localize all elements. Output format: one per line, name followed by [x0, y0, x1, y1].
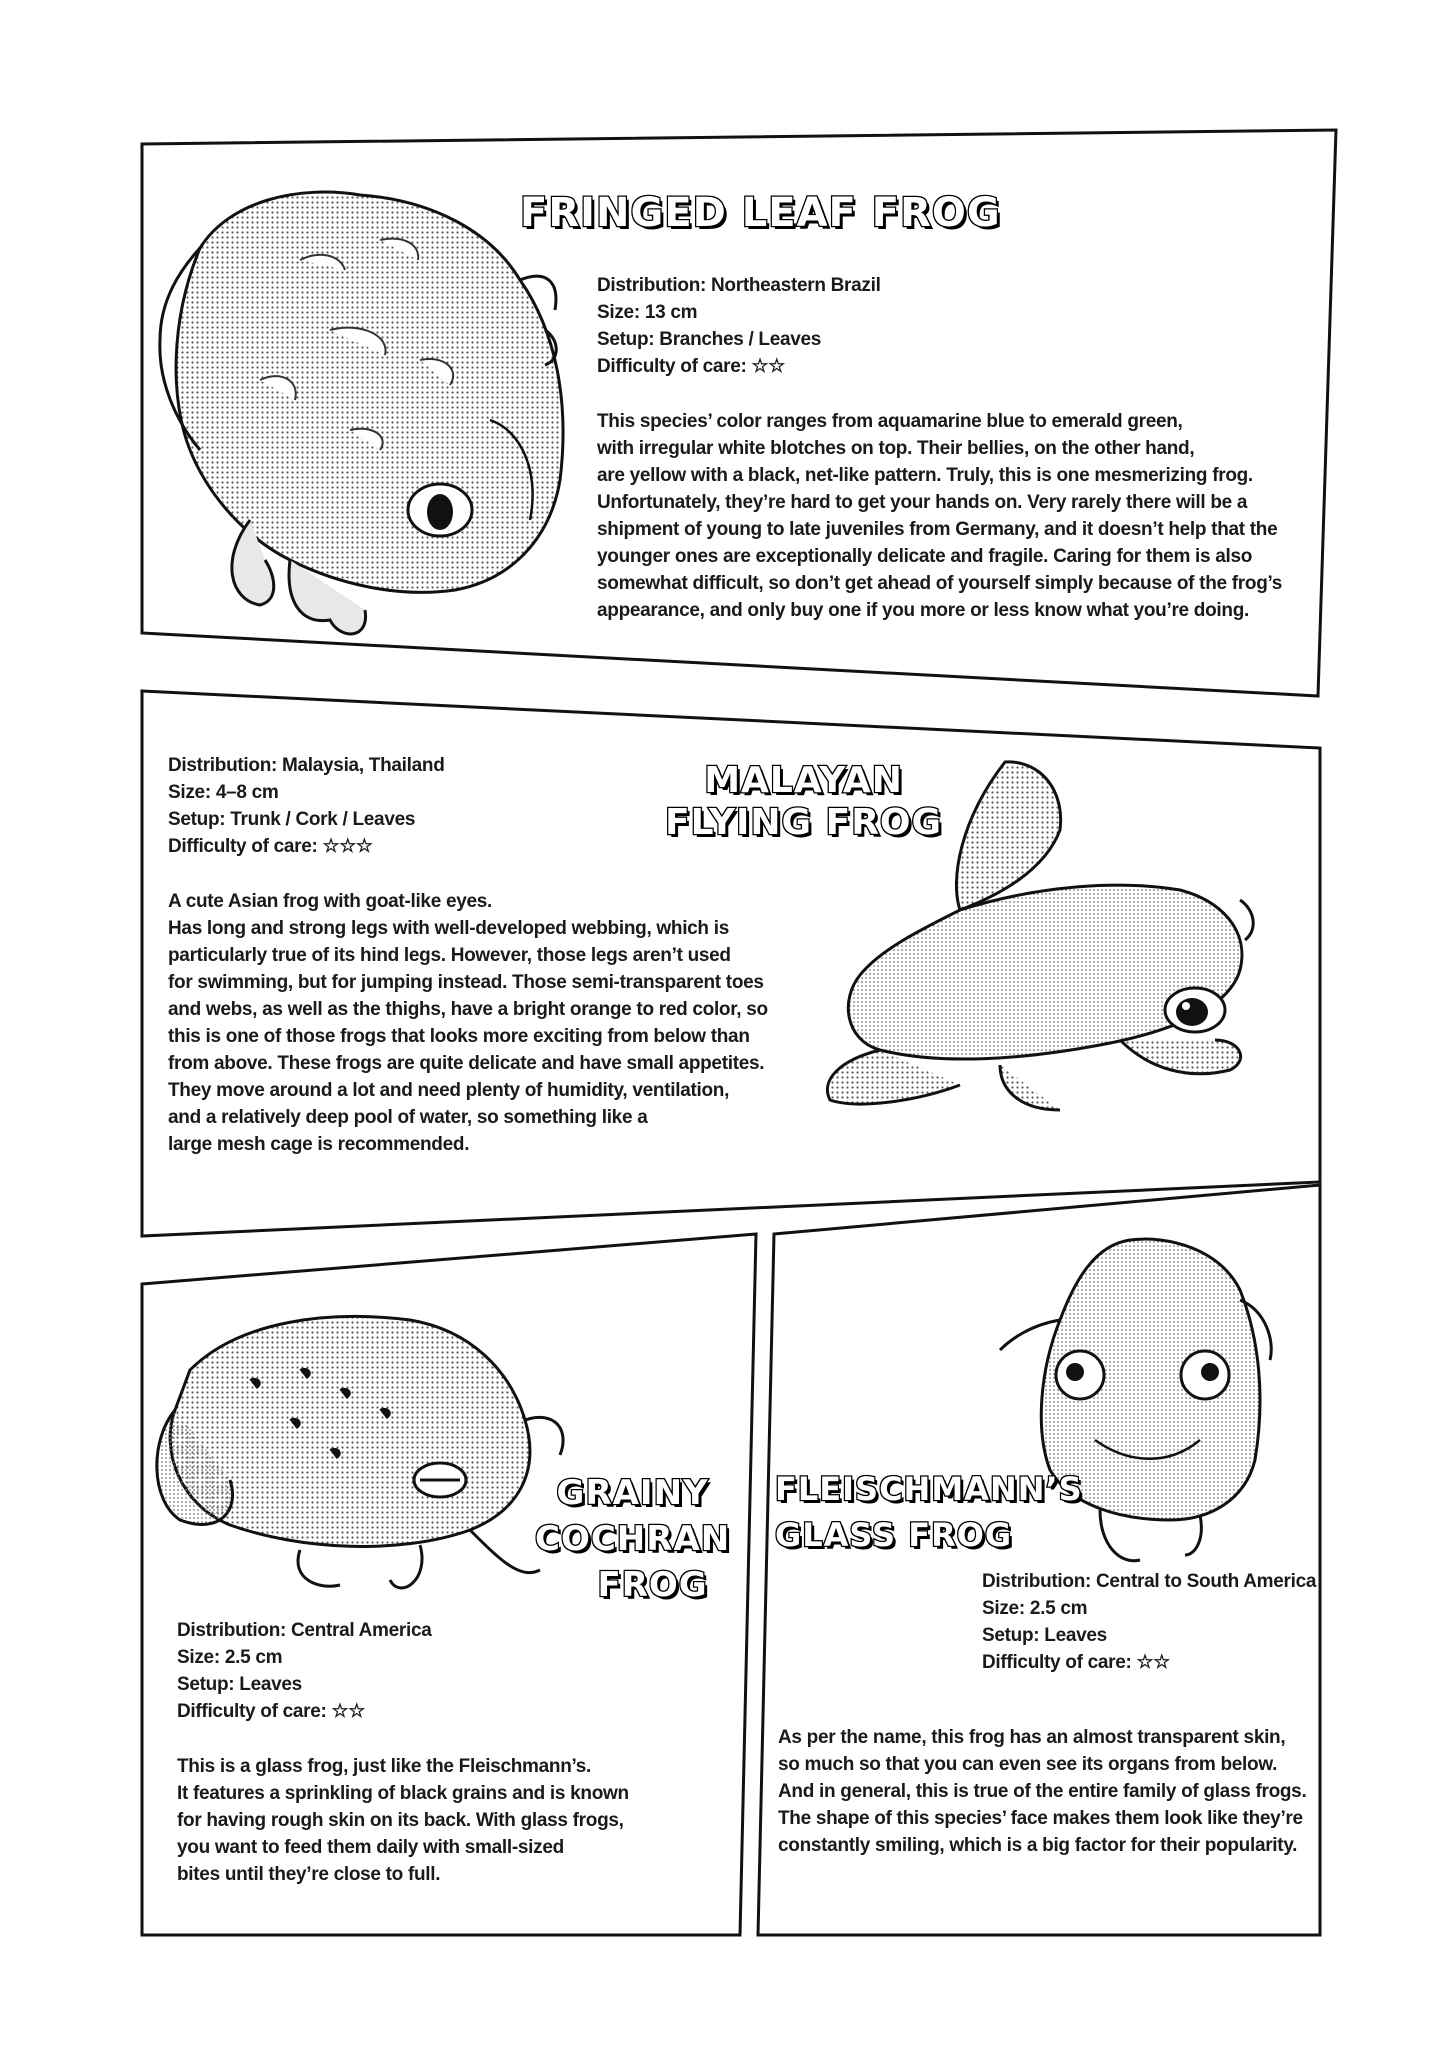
grainy-desc-line: bites until they’re close to full.	[177, 1864, 441, 1885]
malayan-desc-line: from above. These frogs are quite delicate and have small appetites.	[168, 1053, 765, 1074]
fringed-desc-line: are yellow with a black, net-like pattern. Truly, this is one mesmerizing frog.	[597, 465, 1253, 486]
fringed-desc-line: appearance, and only buy one if you more or less know what you’re doing.	[597, 600, 1249, 621]
malayan-desc-line: and a relatively deep pool of water, so something like a	[168, 1107, 648, 1128]
fringed-distribution: Distribution: Northeastern Brazil	[597, 275, 881, 296]
fringed-desc-line: somewhat difficult, so don’t get ahead of yourself simply because of the frog’s	[597, 573, 1283, 594]
grainy-cochran-frog-illustration	[157, 1317, 563, 1588]
malayan-desc-line: large mesh cage is recommended.	[168, 1134, 470, 1155]
fringed-leaf-frog-info	[597, 272, 1282, 624]
glass-difficulty: Difficulty of care: ☆☆	[982, 1652, 1170, 1673]
glass-frog-description	[778, 1724, 1306, 1859]
fringed-desc-line: This species’ color ranges from aquamarine blue to emerald green,	[597, 411, 1183, 432]
grainy-size: Size: 2.5 cm	[177, 1647, 283, 1668]
fringed-leaf-frog-title: FRINGED LEAF FROG	[520, 190, 1001, 236]
malayan-desc-line: particularly true of its hind legs. However, those legs aren’t used	[168, 945, 731, 966]
fringed-desc-line: with irregular white blotches on top. Their bellies, on the other hand,	[597, 438, 1195, 459]
grainy-distribution: Distribution: Central America	[177, 1620, 432, 1641]
malayan-setup: Setup: Trunk / Cork / Leaves	[168, 809, 416, 830]
grainy-title-line: FROG	[597, 1565, 708, 1605]
malayan-desc-line: They move around a lot and need plenty of humidity, ventilation,	[168, 1080, 730, 1101]
malayan-flying-frog-info	[168, 752, 768, 1158]
grainy-difficulty: Difficulty of care: ☆☆	[177, 1701, 365, 1722]
glass-title-line: FLEISCHMANN’S	[775, 1470, 1083, 1508]
grainy-desc-line: This is a glass frog, just like the Fleischmann’s.	[177, 1756, 592, 1777]
fringed-desc-line: Unfortunately, they’re hard to get your hands on. Very rarely there will be a	[597, 492, 1248, 513]
glass-desc-line: As per the name, this frog has an almost transparent skin,	[778, 1727, 1286, 1748]
grainy-desc-line: you want to feed them daily with small-sized	[177, 1837, 564, 1858]
grainy-desc-line: It features a sprinkling of black grains and is known	[177, 1783, 629, 1804]
glass-distribution: Distribution: Central to South America	[982, 1571, 1317, 1592]
glass-desc-line: The shape of this species’ face makes them look like they’re	[778, 1808, 1303, 1829]
glass-desc-line: so much so that you can even see its organs from below.	[778, 1754, 1278, 1775]
grainy-title-line: GRAINY	[556, 1473, 709, 1513]
malayan-desc-line: A cute Asian frog with goat-like eyes.	[168, 891, 492, 912]
fringed-size: Size: 13 cm	[597, 302, 698, 323]
malayan-difficulty: Difficulty of care: ☆☆☆	[168, 836, 373, 857]
malayan-desc-line: Has long and strong legs with well-developed webbing, which is	[168, 918, 729, 939]
grainy-desc-line: for having rough skin on its back. With glass frogs,	[177, 1810, 624, 1831]
glass-desc-line: constantly smiling, which is a big factor for their popularity.	[778, 1835, 1298, 1856]
glass-desc-line: And in general, this is true of the entire family of glass frogs.	[778, 1781, 1307, 1802]
malayan-desc-line: and webs, as well as the thighs, have a bright orange to red color, so	[168, 999, 768, 1020]
malayan-distribution: Distribution: Malaysia, Thailand	[168, 755, 445, 776]
malayan-title-line: MALAYAN	[704, 760, 903, 801]
malayan-desc-line: this is one of those frogs that looks more exciting from below than	[168, 1026, 750, 1047]
glass-frog-stats	[982, 1568, 1316, 1676]
fringed-desc-line: younger ones are exceptionally delicate and fragile. Caring for them is also	[597, 546, 1253, 567]
malayan-desc-line: for swimming, but for jumping instead. Those semi-transparent toes	[168, 972, 764, 993]
fleischmanns-glass-frog-title	[775, 1466, 1083, 1558]
fringed-difficulty: Difficulty of care: ☆☆	[597, 356, 785, 377]
malayan-title-line: FLYING FROG	[665, 802, 943, 843]
glass-size: Size: 2.5 cm	[982, 1598, 1088, 1619]
fringed-leaf-frog-illustration	[160, 192, 563, 634]
fringed-desc-line: shipment of young to late juveniles from Germany, and it doesn’t help that the	[597, 519, 1278, 540]
glass-title-line: GLASS FROG	[775, 1516, 1013, 1554]
glass-setup: Setup: Leaves	[982, 1625, 1107, 1646]
fringed-setup: Setup: Branches / Leaves	[597, 329, 822, 350]
grainy-cochran-frog-title	[535, 1470, 730, 1608]
malayan-size: Size: 4–8 cm	[168, 782, 279, 803]
grainy-title-line: COCHRAN	[535, 1519, 731, 1559]
grainy-cochran-frog-info	[177, 1617, 629, 1888]
grainy-setup: Setup: Leaves	[177, 1674, 302, 1695]
